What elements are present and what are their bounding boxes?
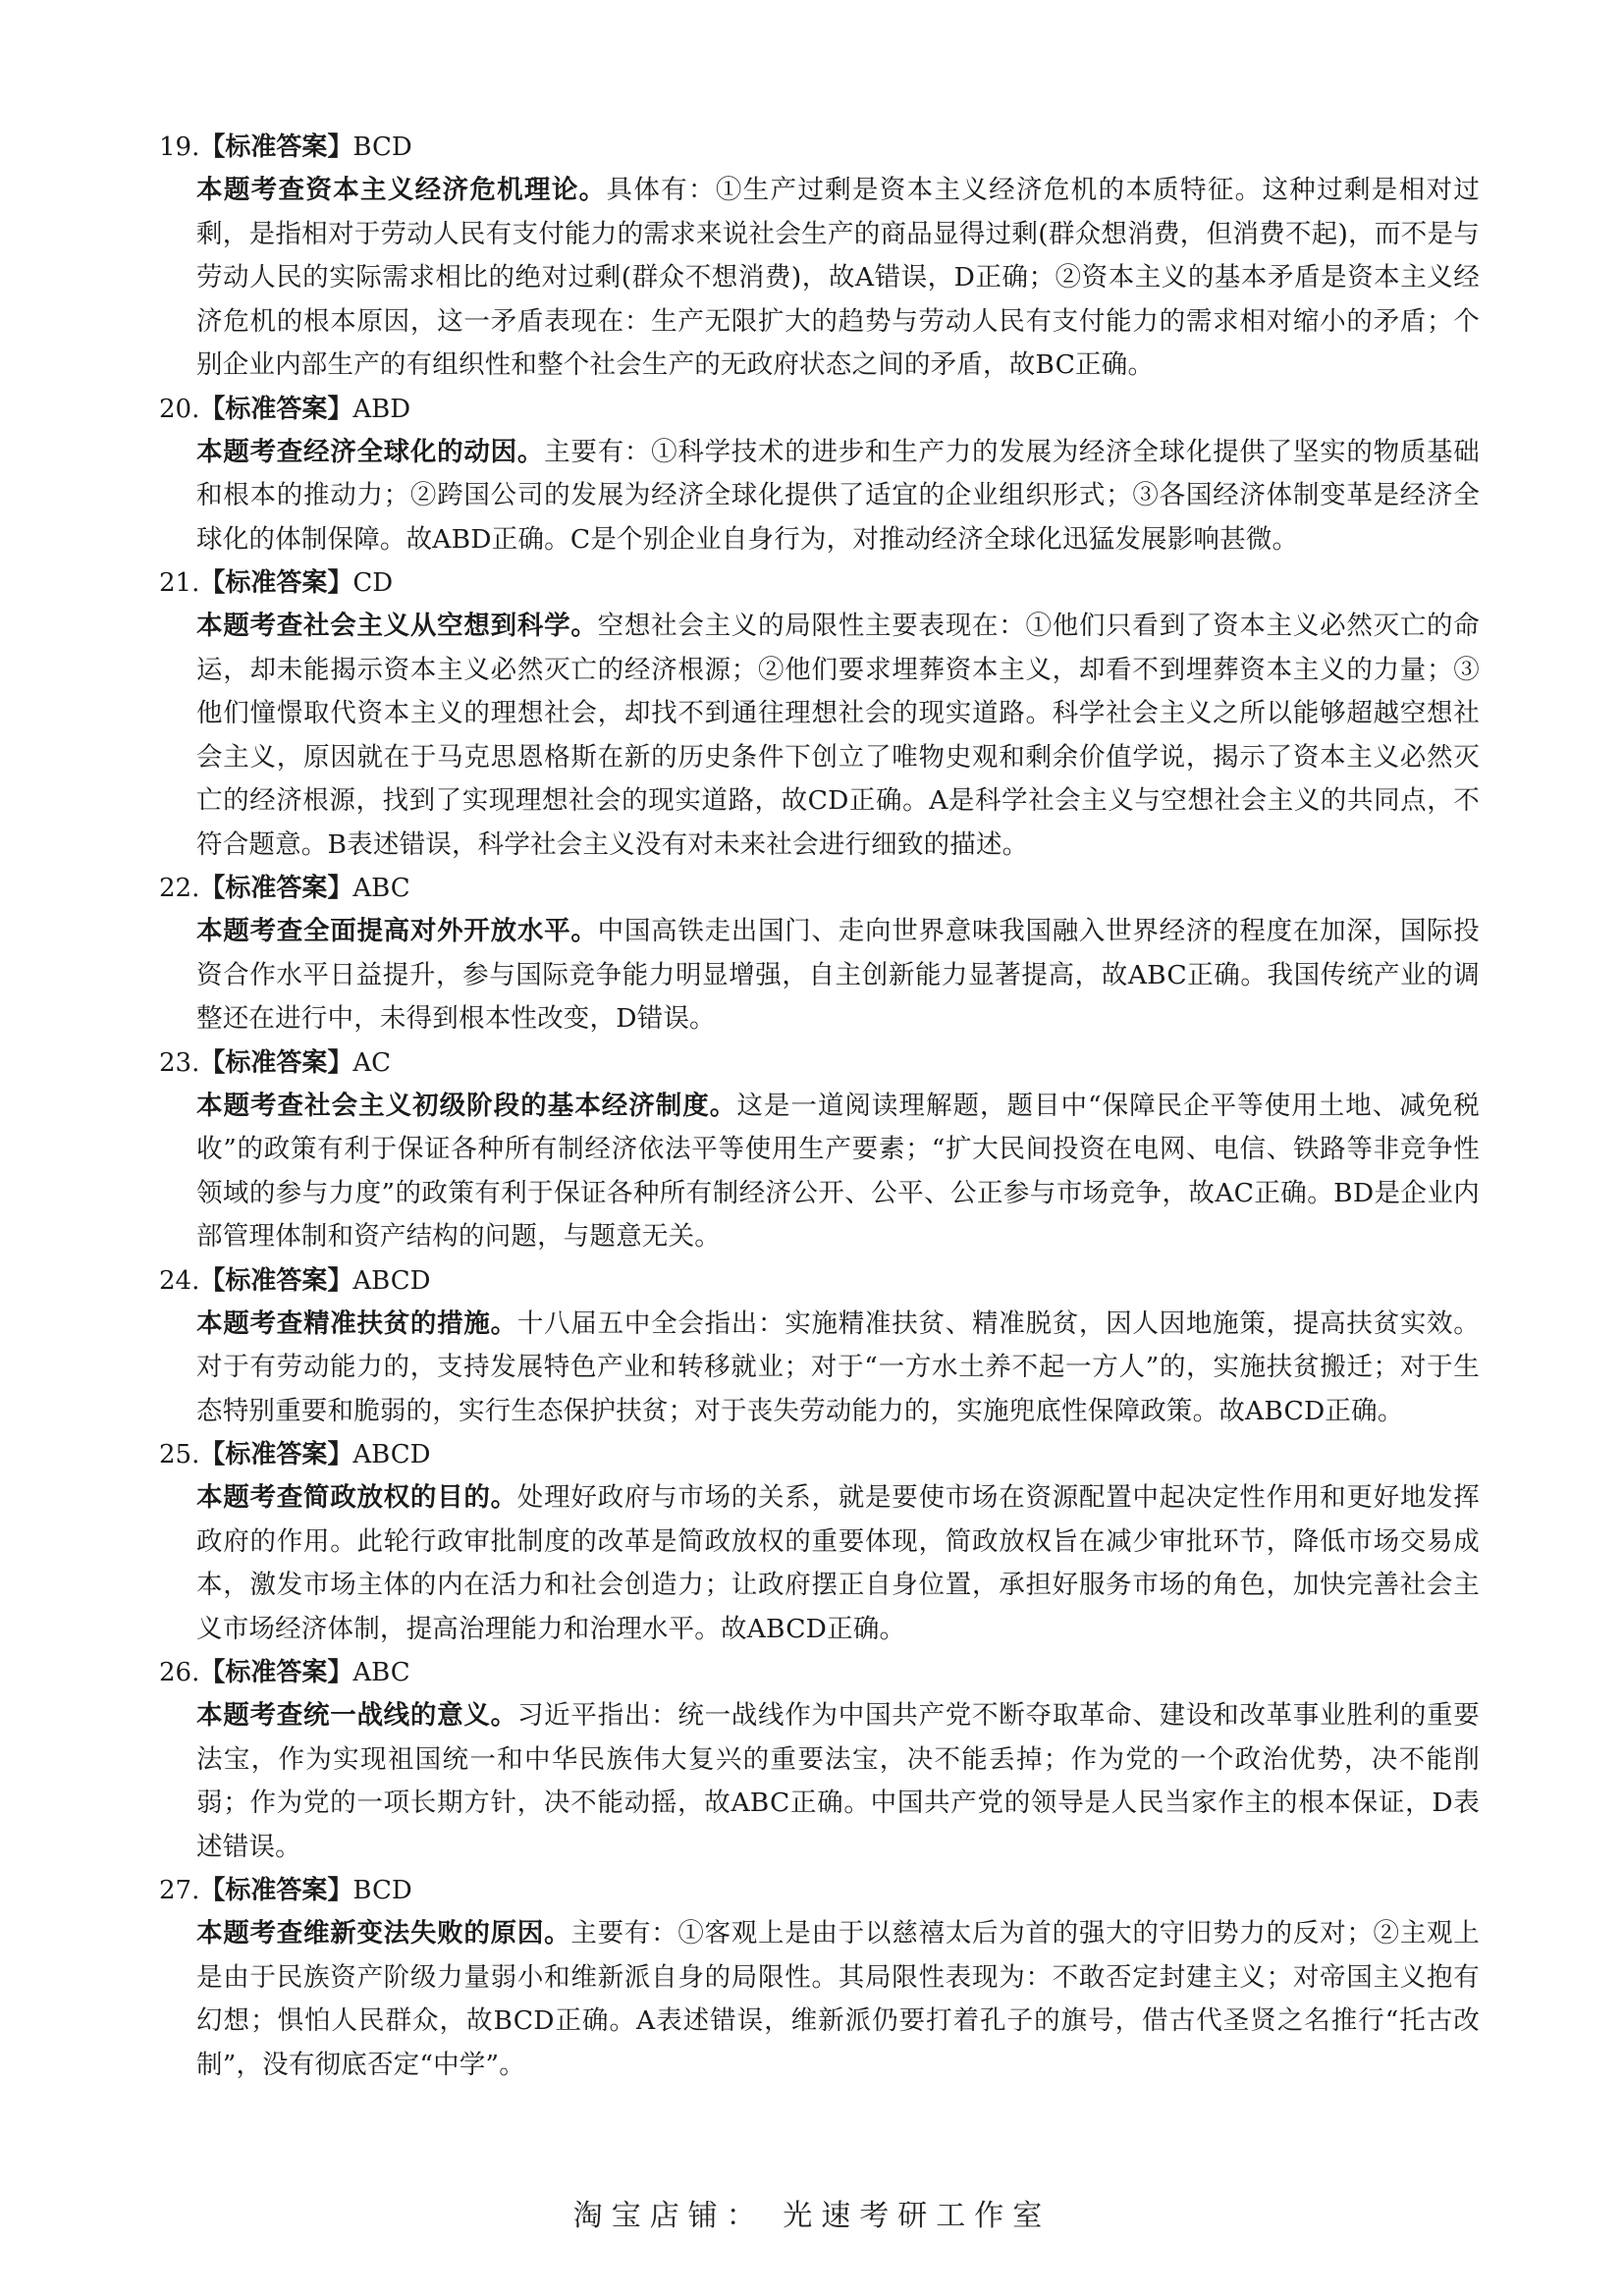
question-number: 25. (159, 1440, 200, 1469)
answer-options: CD (352, 568, 394, 598)
answer-options: ABC (352, 1658, 410, 1687)
answer-heading (159, 561, 1480, 605)
answer-item (159, 126, 1480, 388)
explanation (196, 1694, 1480, 1869)
standard-answer-tag: 【标准答案】 (199, 394, 353, 424)
answer-item (159, 1433, 1480, 1651)
explanation-topic: 本题考查简政放权的目的。 (196, 1482, 517, 1513)
answer-list (159, 126, 1480, 2087)
answer-heading (159, 1869, 1480, 1912)
answer-options: BCD (352, 133, 412, 162)
standard-answer-tag: 【标准答案】 (199, 1658, 353, 1687)
answer-heading (159, 1651, 1480, 1694)
question-number: 19. (159, 133, 200, 162)
answer-options: ABCD (352, 1265, 431, 1296)
explanation-topic: 本题考查全面提高对外开放水平。 (196, 916, 598, 946)
explanation-topic: 本题考查社会主义从空想到科学。 (196, 611, 598, 641)
explanation (196, 1303, 1480, 1434)
explanation (196, 431, 1480, 562)
question-number: 24. (159, 1265, 200, 1296)
question-number: 20. (159, 394, 200, 424)
explanation-text: 这是一道阅读理解题，题目中“保障民企平等使用土地、减免税收”的政策有利于保证各种所有制经济依法平等使用生产要素；“扩大民间投资在电网、电信、铁路等非竞争性领域的参与力度”的政策有利于保证各种所有制经济公开、公平、公正参与市场竞争，故AC正确。BD是企业内部管理体制和资产结构的问题，与题意无关。 (196, 1090, 1481, 1252)
explanation-text: 具体有：①生产过剩是资本主义经济危机的本质特征。这种过剩是相对过剩，是指相对于劳动人民有支付能力的需求来说社会生产的商品显得过剩(群众想消费，但消费不起)，而不是与劳动人民的实际需求相比的绝对过剩(群众不想消费)，故A错误，D正确；②资本主义的基本矛盾是资本主义经济危机的根本原因，这一矛盾表现在：生产无限扩大的趋势与劳动人民有支付能力的需求相对缩小的矛盾；个别企业内部生产的有组织性和整个社会生产的无政府状态之间的矛盾，故BC正确。 (196, 175, 1481, 380)
answer-heading (159, 388, 1480, 431)
explanation-text: 空想社会主义的局限性主要表现在：①他们只看到了资本主义必然灭亡的命运，却未能揭示资本主义必然灭亡的经济根源；②他们要求埋葬资本主义，却看不到埋葬资本主义的力量；③他们憧憬取代资本主义的理想社会，却找不到通往理想社会的现实道路。科学社会主义之所以能够超越空想社会主义，原因就在于马克思恩格斯在新的历史条件下创立了唯物史观和剩余价值学说，揭示了资本主义必然灭亡的经济根源，找到了实现理想社会的现实道路，故CD正确。A是科学社会主义与空想社会主义的共同点，不符合题意。B表述错误，科学社会主义没有对未来社会进行细致的描述。 (196, 611, 1480, 860)
question-number: 21. (159, 568, 200, 598)
answer-options: ABC (352, 874, 410, 903)
explanation-topic: 本题考查资本主义经济危机理论。 (196, 175, 607, 205)
standard-answer-tag: 【标准答案】 (199, 1876, 353, 1905)
answer-item (159, 1651, 1480, 1869)
explanation-text: 十八届五中全会指出：实施精准扶贫、精准脱贫，因人因地施策，提高扶贫实效。对于有劳动能力的，支持发展特色产业和转移就业；对于“一方水土养不起一方人”的，实施扶贫搬迁；对于生态特别重要和脆弱的，实行生态保护扶贫；对于丧失劳动能力的，实施兜底性保障政策。故ABCD正确。 (196, 1308, 1480, 1426)
answer-item (159, 1259, 1480, 1434)
explanation-text: 中国高铁走出国门、走向世界意味我国融入世界经济的程度在加深，国际投资合作水平日益提升，参与国际竞争能力明显增强，自主创新能力显著提高，故ABC正确。我国传统产业的调整还在进行中，未得到根本性改变，D错误。 (196, 916, 1480, 1034)
answer-options: BCD (352, 1876, 412, 1905)
explanation (196, 1476, 1480, 1651)
standard-answer-tag: 【标准答案】 (199, 133, 353, 162)
explanation (196, 1912, 1480, 2087)
explanation-text: 习近平指出：统一战线作为中国共产党不断夺取革命、建设和改革事业胜利的重要法宝，作为实现祖国统一和中华民族伟大复兴的重要法宝，决不能丢掉；作为党的一个政治优势，决不能削弱；作为党的一项长期方针，决不能动摇，故ABC正确。中国共产党的领导是人民当家作主的根本保证，D表述错误。 (196, 1700, 1480, 1862)
explanation-topic: 本题考查统一战线的意义。 (196, 1700, 517, 1731)
answer-heading (159, 126, 1480, 169)
explanation (196, 910, 1480, 1041)
standard-answer-tag: 【标准答案】 (199, 1440, 353, 1469)
answer-heading (159, 1433, 1480, 1476)
answer-heading (159, 867, 1480, 910)
explanation-topic: 本题考查维新变法失败的原因。 (196, 1918, 571, 1949)
answer-item (159, 1869, 1480, 2087)
answer-heading (159, 1041, 1480, 1085)
answer-item (159, 561, 1480, 867)
explanation-topic: 本题考查精准扶贫的措施。 (196, 1308, 517, 1339)
answer-heading (159, 1259, 1480, 1303)
standard-answer-tag: 【标准答案】 (199, 1265, 353, 1296)
explanation-topic: 本题考查社会主义初级阶段的基本经济制度。 (196, 1090, 737, 1121)
explanation (196, 1085, 1480, 1259)
explanation-text: 处理好政府与市场的关系，就是要使市场在资源配置中起决定性作用和更好地发挥政府的作用。此轮行政审批制度的改革是简政放权的重要体现，简政放权旨在减少审批环节，降低市场交易成本，激发市场主体的内在活力和社会创造力；让政府摆正自身位置，承担好服务市场的角色，加快完善社会主义市场经济体制，提高治理能力和治理水平。故ABCD正确。 (196, 1482, 1480, 1644)
answer-options: ABD (352, 394, 411, 424)
page-footer: 淘宝店铺： 光速考研工作室 (572, 2199, 1052, 2233)
standard-answer-tag: 【标准答案】 (199, 874, 353, 903)
question-number: 26. (159, 1658, 200, 1687)
explanation-text: 主要有：①科学技术的进步和生产力的发展为经济全球化提供了坚实的物质基础和根本的推动力；②跨国公司的发展为经济全球化提供了适宜的企业组织形式；③各国经济体制变革是经济全球化的体制保障。故ABD正确。C是个别企业自身行为，对推动经济全球化迅猛发展影响甚微。 (196, 436, 1480, 555)
answer-item (159, 388, 1480, 562)
answer-options: ABCD (352, 1440, 431, 1469)
explanation-topic: 本题考查经济全球化的动因。 (196, 436, 545, 467)
question-number: 23. (159, 1047, 200, 1078)
explanation-text: 主要有：①客观上是由于以慈禧太后为首的强大的守旧势力的反对；②主观上是由于民族资产阶级力量弱小和维新派自身的局限性。其局限性表现为：不敢否定封建主义；对帝国主义抱有幻想；惧怕人民群众，故BCD正确。A表述错误，维新派仍要打着孔子的旗号，借古代圣贤之名推行“托古改制”，没有彻底否定“中学”。 (196, 1918, 1480, 2080)
explanation (196, 605, 1480, 867)
explanation (196, 169, 1480, 388)
question-number: 22. (159, 874, 200, 903)
question-number: 27. (159, 1876, 200, 1905)
answer-item (159, 867, 1480, 1041)
answer-options: AC (352, 1047, 392, 1078)
answer-item (159, 1041, 1480, 1259)
standard-answer-tag: 【标准答案】 (199, 568, 353, 598)
standard-answer-tag: 【标准答案】 (199, 1047, 353, 1078)
